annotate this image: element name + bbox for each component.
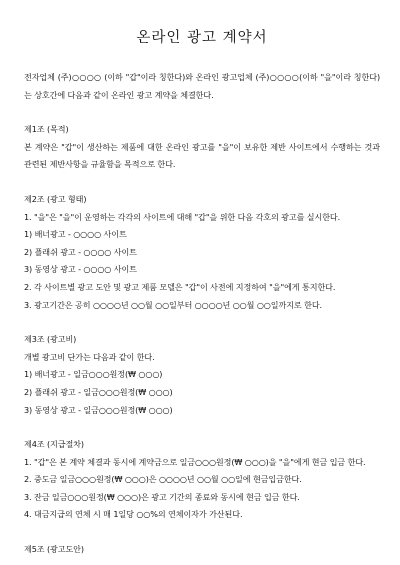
article-4-heading: 제4조 (지급절차)	[24, 439, 84, 450]
article-3-item: 1) 배너광고 - 일금○○○원정(₩ ○○○)	[24, 369, 163, 380]
article-5	[24, 541, 380, 559]
article-4-clause-2: 2. 중도금 일금○○○원정(₩ ○○○)은 ○○○○년 ○○월 ○○일에 현금입금한다.	[24, 474, 302, 485]
article-2-clause-1: 1. "을"은 "을"이 운영하는 각각의 사이트에 대해 "갑"을 위한 다음 각호의 광고를 실시한다.	[24, 211, 341, 222]
intro-paragraph: 전자업체 (주)○○○○ (이하 "갑"이라 칭한다)와 온라인 광고업체 (주)○○○○(이하 "을"이라 칭한다)는 상호간에 다음과 같이 온라인 광고 계약을 체결한다.	[24, 72, 380, 100]
article-4	[24, 436, 380, 524]
document-title: 온라인 광고 계약서	[136, 30, 268, 46]
article-1-body: 본 계약은 "갑"이 생산하는 제품에 대한 온라인 광고를 "을"이 보유한 제반 사이트에서 수행하는 것과 관련된 제반사항을 규율함을 목적으로 한다.	[24, 141, 380, 170]
article-3	[24, 331, 380, 419]
article-3-item: 2) 플래쉬 광고 - 일금○○○원정(₩ ○○○)	[24, 386, 173, 397]
article-2-item: 1) 배너광고 - ○○○○ 사이트	[24, 229, 127, 240]
article-4-clause-4: 4. 대금지급의 연체 시 매 1일당 ○○%의 연체이자가 가산된다.	[24, 509, 243, 520]
article-4-clause-1: 1. "갑"은 본 계약 체결과 동시에 계약금으로 일금○○○원정(₩ ○○○)을 "을"에게 현금 입금 한다.	[24, 456, 366, 467]
article-2-item: 2) 플래쉬 광고 - ○○○○ 사이트	[24, 246, 137, 257]
article-5-heading: 제5조 (광고도안)	[24, 544, 84, 555]
article-2-heading: 제2조 (광고 형태)	[24, 193, 87, 204]
article-2	[24, 191, 380, 314]
article-1	[24, 121, 380, 174]
article-3-intro: 개별 광고비 단가는 다음과 같이 한다.	[24, 351, 155, 362]
article-2-clause-3: 3. 광고기간은 공히 ○○○○년 ○○월 ○○일부터 ○○○○년 ○○월 ○○일까지로 한다.	[24, 299, 323, 310]
article-2-item: 3) 동영상 광고 - ○○○○ 사이트	[24, 264, 137, 275]
article-3-item: 3) 동영상 광고 - 일금○○○원정(₩ ○○○)	[24, 404, 173, 415]
article-4-clause-3: 3. 잔금 일금○○○원정(₩ ○○○)은 광고 기간의 종료와 동시에 현금 입금 한다.	[24, 491, 300, 502]
article-2-clause-2: 2. 각 사이트별 광고 도안 및 광고 제품 모델은 "갑"이 사전에 지정하여 "을"에게 통지한다.	[24, 281, 336, 292]
article-3-heading: 제3조 (광고비)	[24, 334, 77, 345]
article-1-heading: 제1조 (목적)	[24, 124, 69, 135]
